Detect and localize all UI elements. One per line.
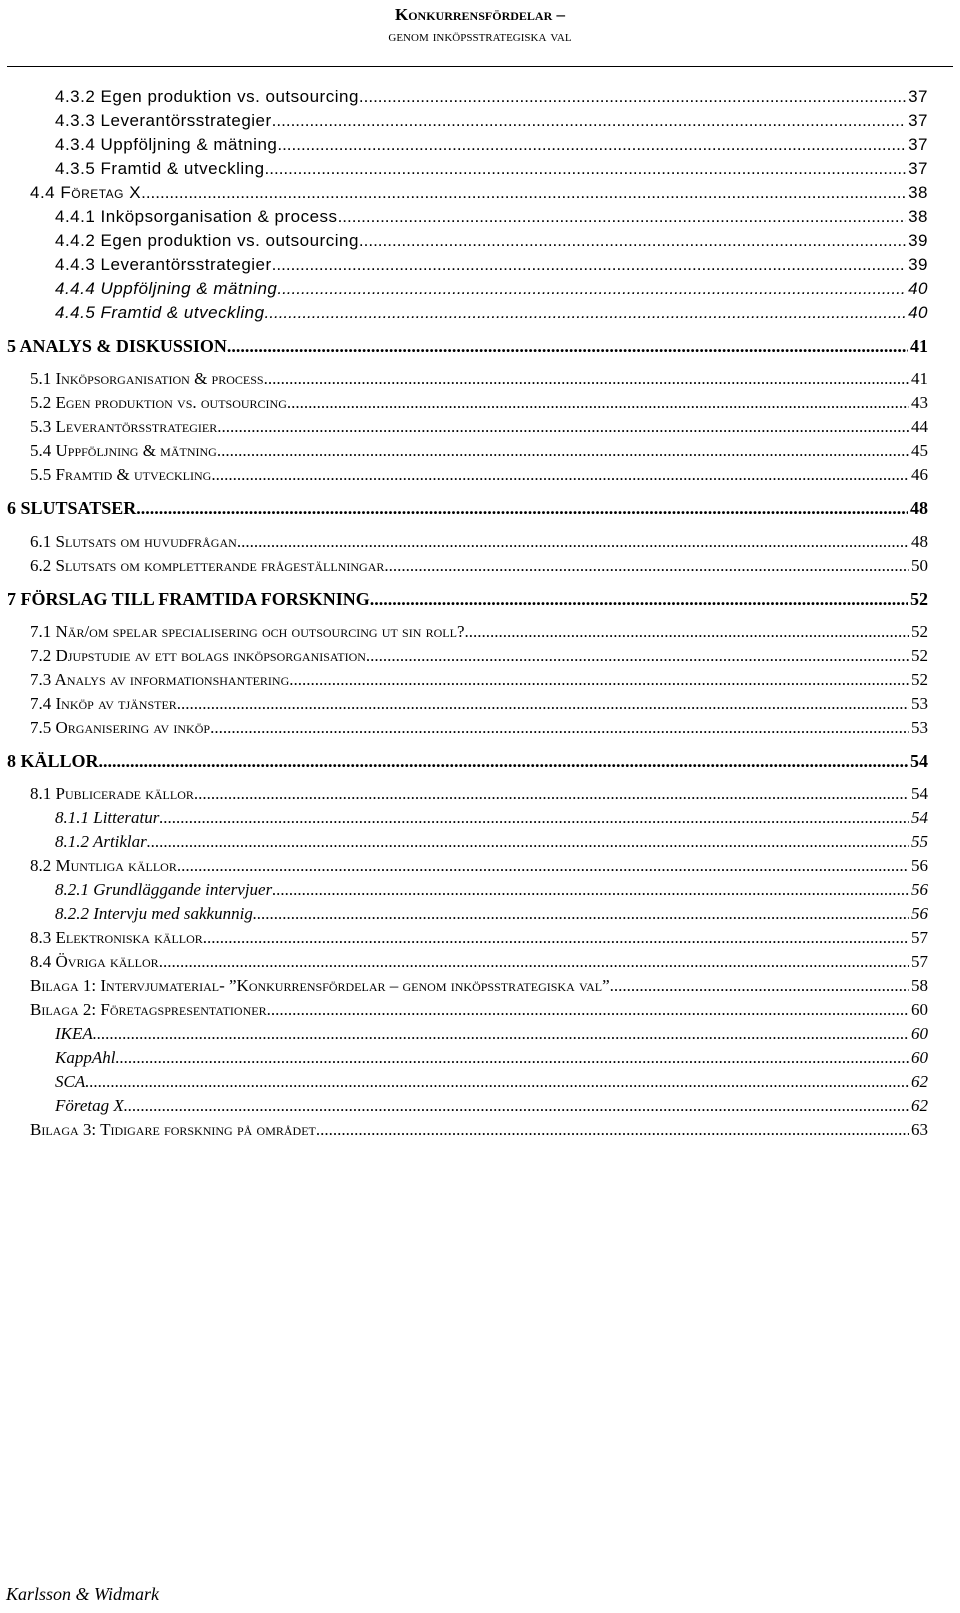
toc-entry-title: 8 KÄLLOR (7, 751, 99, 771)
toc-entry-title: 8.2 Muntliga källor (30, 856, 177, 875)
toc-entry[interactable] (55, 1095, 928, 1117)
toc-entry[interactable] (55, 302, 928, 324)
toc-leader-dots (359, 86, 906, 108)
toc-entry-title: Bilaga 3: Tidigare forskning på området (30, 1120, 316, 1139)
toc-entry[interactable] (55, 1023, 928, 1045)
toc-entry-title: 5.4 Uppföljning & mätning (30, 441, 217, 460)
toc-entry[interactable] (55, 230, 928, 252)
toc-entry[interactable] (30, 464, 928, 486)
toc-leader-dots (177, 855, 909, 877)
toc-leader-dots (194, 783, 909, 805)
toc-leader-dots (316, 1119, 909, 1141)
toc-leader-dots (265, 302, 907, 324)
toc-entry-page: 60 (911, 1000, 928, 1019)
toc-leader-dots (210, 717, 909, 739)
toc-entry-title: 8.1.1 Litteratur (55, 808, 160, 827)
toc-leader-dots (359, 230, 906, 252)
toc-entry[interactable] (55, 831, 928, 853)
toc-entry-title: 4.4.3 Leverantörsstrategier (55, 255, 272, 274)
toc-entry-title: 5.1 Inköpsorganisation & process (30, 369, 264, 388)
toc-entry-title: 7 FÖRSLAG TILL FRAMTIDA FORSKNING (7, 589, 370, 609)
toc-entry-title: 6 SLUTSATSER (7, 498, 137, 518)
toc-entry-title: 4.4 Företag X (30, 183, 142, 202)
toc-entry[interactable] (30, 855, 928, 877)
toc-entry-title: 4.3.2 Egen produktion vs. outsourcing (55, 87, 359, 106)
toc-entry[interactable] (55, 206, 928, 228)
page-header (0, 4, 960, 48)
toc-entry-page: 39 (908, 231, 928, 250)
toc-leader-dots (264, 368, 909, 390)
toc-leader-dots (277, 278, 906, 300)
toc-entry-page: 45 (911, 441, 928, 460)
toc-entry-title: 4.4.5 Framtid & utveckling (55, 303, 265, 322)
toc-entry-page: 52 (911, 622, 928, 641)
toc-entry[interactable] (55, 134, 928, 156)
toc-leader-dots (99, 750, 908, 772)
toc-leader-dots (272, 879, 909, 901)
toc-leader-dots (265, 158, 907, 180)
toc-entry-page: 38 (908, 183, 928, 202)
toc-leader-dots (272, 110, 906, 132)
toc-leader-dots (177, 693, 909, 715)
toc-leader-dots (227, 335, 908, 357)
toc-entry[interactable] (7, 497, 928, 519)
toc-leader-dots (289, 669, 909, 691)
toc-entry-page: 52 (911, 646, 928, 665)
toc-entry-title: 7.2 Djupstudie av ett bolags inköpsorganisation (30, 646, 366, 665)
toc-entry-title: 4.3.3 Leverantörsstrategier (55, 111, 272, 130)
toc-entry-title: Bilaga 1: Intervjumaterial- ”Konkurrensfördelar – genom inköpsstrategiska val” (30, 976, 610, 995)
toc-entry-page: 53 (911, 694, 928, 713)
toc-entry[interactable] (30, 368, 928, 390)
toc-entry-page: 48 (911, 532, 928, 551)
toc-entry-page: 56 (911, 856, 928, 875)
toc-leader-dots (267, 999, 909, 1021)
toc-entry-title: 8.2.2 Intervju med sakkunnig (55, 904, 253, 923)
toc-entry-title: 5 ANALYS & DISKUSSION (7, 336, 227, 356)
toc-entry[interactable] (30, 999, 928, 1021)
toc-entry[interactable] (55, 110, 928, 132)
toc-entry-page: 56 (911, 880, 928, 899)
toc-entry[interactable] (30, 621, 928, 643)
toc-entry-page: 55 (911, 832, 928, 851)
toc-entry[interactable] (55, 1071, 928, 1093)
toc-entry[interactable] (55, 1047, 928, 1069)
toc-entry[interactable] (7, 750, 928, 772)
toc-entry[interactable] (55, 807, 928, 829)
toc-entry-title: Bilaga 2: Företagspresentationer (30, 1000, 267, 1019)
toc-entry-page: 58 (911, 976, 928, 995)
toc-entry-title: 6.1 Slutsats om huvudfrågan (30, 532, 237, 551)
toc-leader-dots (272, 254, 906, 276)
toc-entry[interactable] (30, 927, 928, 949)
toc-entry-page: 52 (911, 670, 928, 689)
toc-entry-title: 8.1.2 Artiklar (55, 832, 147, 851)
toc-entry[interactable] (30, 440, 928, 462)
toc-entry[interactable] (30, 392, 928, 414)
toc-entry-page: 53 (911, 718, 928, 737)
header-subtitle: genom inköpsstrategiska val (388, 28, 572, 45)
toc-entry-title: SCA (55, 1072, 86, 1091)
toc-entry[interactable] (55, 903, 928, 925)
toc-entry[interactable] (30, 182, 928, 204)
toc-entry-title: 5.3 Leverantörsstrategier (30, 417, 218, 436)
toc-entry-page: 63 (911, 1120, 928, 1139)
toc-entry-page: 50 (911, 556, 928, 575)
toc-leader-dots (217, 440, 909, 462)
toc-entry-title: 7.1 När/om spelar specialisering och outsourcing ut sin roll? (30, 622, 465, 641)
toc-entry-title: 8.3 Elektroniska källor (30, 928, 203, 947)
toc-entry-page: 48 (910, 498, 928, 518)
toc-entry-page: 40 (908, 279, 928, 298)
toc-entry-title: 4.4.1 Inköpsorganisation & process (55, 207, 338, 226)
toc-entry-title: 4.3.4 Uppföljning & mätning (55, 135, 278, 154)
toc-leader-dots (610, 975, 909, 997)
toc-entry-title: 5.2 Egen produktion vs. outsourcing (30, 393, 287, 412)
toc-entry[interactable] (55, 879, 928, 901)
toc-leader-dots (384, 555, 909, 577)
header-divider (7, 66, 953, 67)
toc-entry-page: 54 (911, 808, 928, 827)
toc-leader-dots (370, 588, 908, 610)
toc-leader-dots (159, 951, 909, 973)
toc-entry-page: 54 (911, 784, 928, 803)
toc-leader-dots (136, 497, 908, 519)
toc-leader-dots (338, 206, 907, 228)
toc-entry-page: 52 (910, 589, 928, 609)
toc-entry-page: 38 (908, 207, 928, 226)
toc-entry[interactable] (30, 531, 928, 553)
toc-leader-dots (159, 807, 909, 829)
toc-entry-page: 60 (911, 1024, 928, 1043)
toc-leader-dots (147, 831, 909, 853)
toc-entry-page: 41 (911, 369, 928, 388)
toc-entry-page: 39 (908, 255, 928, 274)
toc-entry[interactable] (30, 555, 928, 577)
toc-entry-page: 62 (911, 1072, 928, 1091)
toc-leader-dots (211, 464, 909, 486)
toc-entry-page: 43 (911, 393, 928, 412)
toc-entry-title: 7.5 Organisering av inköp (30, 718, 211, 737)
toc-entry-page: 37 (908, 87, 928, 106)
toc-leader-dots (93, 1023, 909, 1045)
toc-entry-page: 37 (908, 135, 928, 154)
header-title: Konkurrensfördelar – (395, 5, 565, 24)
toc-leader-dots (366, 645, 909, 667)
toc-entry[interactable] (30, 669, 928, 691)
toc-entry-page: 46 (911, 465, 928, 484)
toc-entry[interactable] (7, 588, 928, 610)
toc-entry-page: 62 (911, 1096, 928, 1115)
toc-entry[interactable] (55, 158, 928, 180)
toc-entry[interactable] (30, 951, 928, 973)
page-footer: Karlsson & Widmark (6, 1584, 160, 1604)
toc-entry[interactable] (30, 416, 928, 438)
toc-entry-page: 56 (911, 904, 928, 923)
toc-entry-page: 44 (911, 417, 928, 436)
toc-entry-title: 4.4.4 Uppföljning & mätning (55, 279, 278, 298)
toc-leader-dots (85, 1071, 909, 1093)
toc-entry-title: 7.4 Inköp av tjänster (30, 694, 177, 713)
toc-entry-title: 7.3 Analys av informationshantering (30, 670, 290, 689)
toc-leader-dots (115, 1047, 909, 1069)
toc-entry[interactable] (30, 717, 928, 739)
toc-leader-dots (217, 416, 909, 438)
toc-leader-dots (124, 1095, 909, 1117)
toc-entry-page: 57 (911, 952, 928, 971)
toc-leader-dots (237, 531, 909, 553)
toc-entry[interactable] (30, 783, 928, 805)
toc-leader-dots (277, 134, 906, 156)
toc-entry[interactable] (30, 975, 928, 997)
toc-entry[interactable] (30, 693, 928, 715)
toc-leader-dots (253, 903, 909, 925)
toc-entry-title: KappAhl (55, 1048, 116, 1067)
toc-entry-title: 5.5 Framtid & utveckling (30, 465, 212, 484)
toc-leader-dots (465, 621, 910, 643)
toc-entry[interactable] (30, 645, 928, 667)
toc-entry-title: 4.4.2 Egen produktion vs. outsourcing (55, 231, 359, 250)
toc-leader-dots (141, 182, 906, 204)
toc-entry-title: IKEA (55, 1024, 93, 1043)
toc-entry[interactable] (55, 254, 928, 276)
toc-entry-page: 41 (910, 336, 928, 356)
toc-leader-dots (287, 392, 909, 414)
toc-entry-title: 8.2.1 Grundläggande intervjuer (55, 880, 273, 899)
toc-entry[interactable] (55, 86, 928, 108)
toc-entry-page: 57 (911, 928, 928, 947)
toc-entry-page: 37 (908, 159, 928, 178)
toc-entry-title: Företag X (55, 1096, 124, 1115)
toc-entry-page: 54 (910, 751, 928, 771)
toc-entry-title: 4.3.5 Framtid & utveckling (55, 159, 265, 178)
toc-entry-page: 60 (911, 1048, 928, 1067)
toc-entry[interactable] (7, 335, 928, 357)
toc-entry[interactable] (55, 278, 928, 300)
toc-entry-title: 6.2 Slutsats om kompletterande frågeställningar (30, 556, 385, 575)
toc-leader-dots (203, 927, 909, 949)
toc-entry-page: 37 (908, 111, 928, 130)
toc-entry-title: 8.4 Övriga källor (30, 952, 159, 971)
toc-entry[interactable] (30, 1119, 928, 1141)
toc-entry-page: 40 (908, 303, 928, 322)
toc-entry-title: 8.1 Publicerade källor (30, 784, 194, 803)
